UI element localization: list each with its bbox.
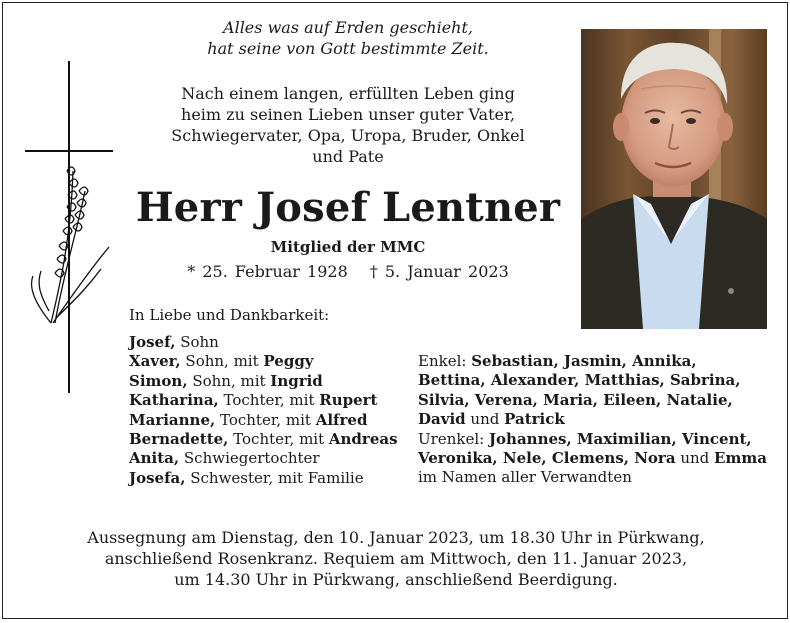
family-entry: Anita, Schwiegertochter — [129, 449, 320, 468]
grandchildren-line: Bettina, Alexander, Matthias, Sabrina, — [418, 371, 741, 390]
service-line: um 14.30 Uhr in Pürkwang, anschließend Beerdigung. — [174, 570, 618, 589]
obituary-notice — [2, 2, 788, 619]
intro-line: und Pate — [312, 147, 384, 166]
service-line: Aussegnung am Dienstag, den 10. Januar 2023, um 18.30 Uhr in Pürkwang, — [87, 528, 705, 547]
family-entry: Josefa, Schwester, mit Familie — [129, 468, 364, 487]
grandchildren-line: David und Patrick — [418, 410, 565, 429]
cross-with-wheat-icon — [23, 61, 118, 395]
intro-text — [133, 83, 563, 167]
grandchildren-line: Enkel: Sebastian, Jasmin, Annika, — [418, 352, 697, 370]
life-dates — [133, 261, 563, 283]
service-line: anschließend Rosenkranz. Requiem am Mittwoch, den 11. Januar 2023, — [104, 549, 688, 568]
family-list — [129, 333, 419, 488]
family-entry: Katharina, Tochter, mit Rupert — [129, 391, 378, 410]
intro-line: heim zu seinen Lieben unser guter Vater, — [181, 105, 515, 124]
birth-date: * 25. Februar 1928 — [187, 262, 348, 281]
death-date: † 5. Januar 2023 — [369, 262, 509, 281]
membership: Mitglied der MMC — [270, 238, 426, 256]
relatives-closing: im Namen aller Verwandten — [418, 468, 632, 487]
great-grandchildren-line: Veronika, Nele, Clemens, Nora und Emma — [418, 449, 767, 468]
motto-line: hat seine von Gott bestimmte Zeit. — [207, 39, 489, 58]
grandchildren-list — [418, 352, 778, 488]
family-entry: Marianne, Tochter, mit Alfred — [129, 410, 368, 429]
grandchildren-line: Silvia, Verena, Maria, Eileen, Natalie, — [418, 390, 733, 409]
gratitude-heading: In Liebe und Dankbarkeit: — [129, 306, 330, 324]
family-entry: Simon, Sohn, mit Ingrid — [129, 371, 323, 390]
great-grandchildren-line: Urenkel: Johannes, Maximilian, Vincent, — [418, 429, 752, 448]
portrait-photo — [581, 29, 767, 329]
family-entry: Josef, Sohn — [129, 333, 219, 351]
intro-line: Schwiegervater, Opa, Uropa, Bruder, Onkel — [171, 126, 525, 145]
service-details — [23, 527, 769, 590]
motto — [133, 17, 563, 59]
family-entry: Bernadette, Tochter, mit Andreas — [129, 430, 398, 449]
intro-line: Nach einem langen, erfüllten Leben ging — [181, 84, 515, 103]
motto-line: Alles was auf Erden geschieht, — [223, 18, 473, 37]
family-entry: Xaver, Sohn, mit Peggy — [129, 352, 314, 371]
deceased-name: Herr Josef Lentner — [135, 184, 561, 231]
